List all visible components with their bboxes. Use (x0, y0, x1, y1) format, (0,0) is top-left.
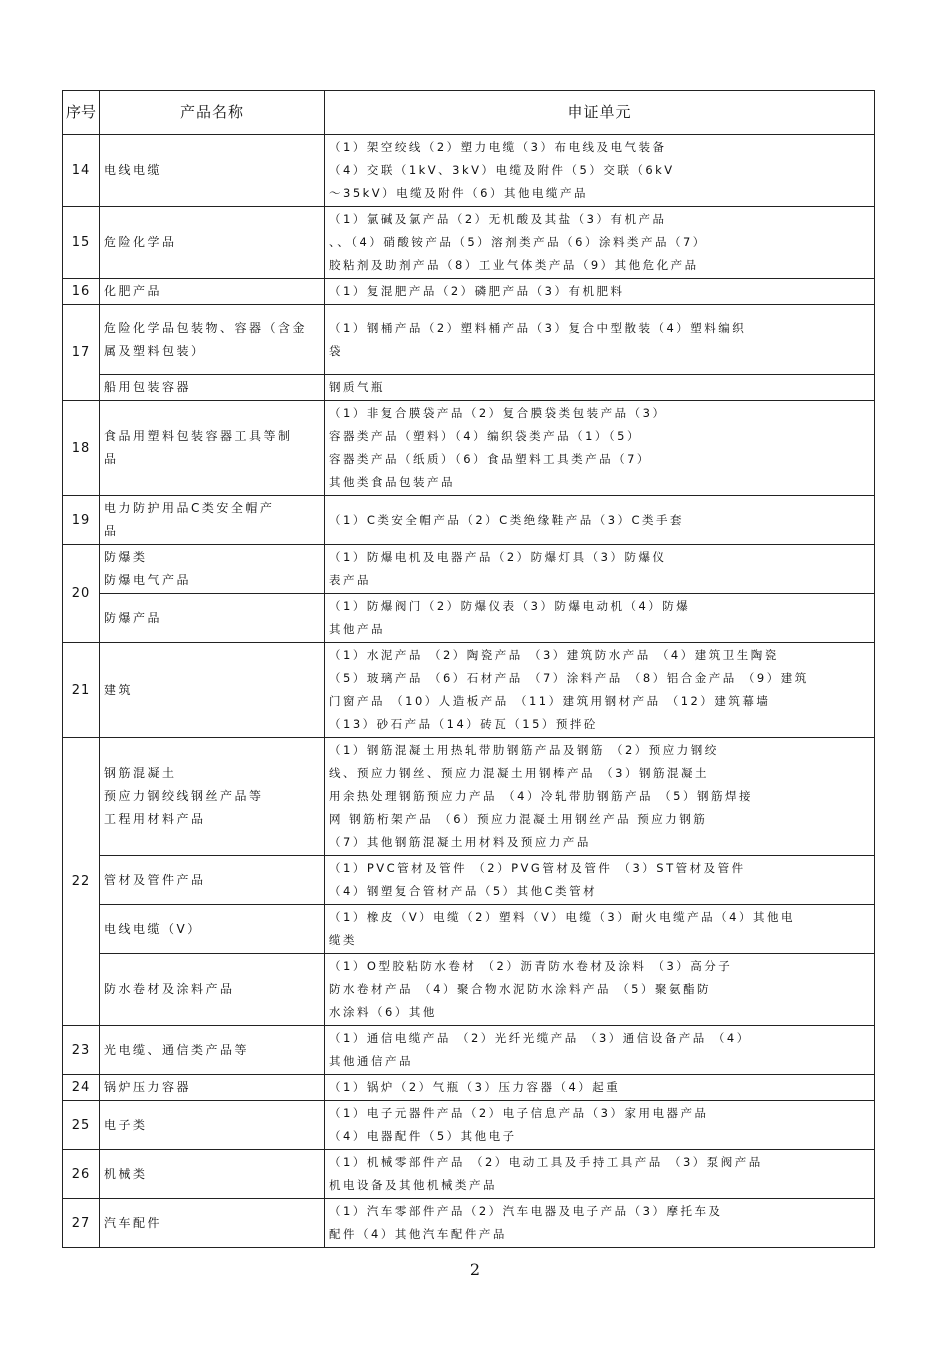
row-number: 15 (63, 207, 100, 279)
row-number: 21 (63, 643, 100, 738)
certification-unit: （1）机械零部件产品 （2）电动工具及手持工具产品 （3）泵阀产品 机电设备及其他机械类产品 (325, 1150, 875, 1199)
row-number: 16 (63, 279, 100, 305)
product-name: 危险化学品包装物、容器（含金属及塑料包装） (100, 305, 325, 375)
table-header-row (63, 91, 875, 135)
product-name: 电线电缆 (100, 135, 325, 207)
product-name: 化肥产品 (100, 279, 325, 305)
certification-unit: （1）水泥产品 （2）陶瓷产品 （3）建筑防水产品 （4）建筑卫生陶瓷 （5）玻璃产品 （6）石材产品 （7）涂料产品 （8）铝合金产品 （9）建筑 门窗产品 （10）人造板产品 （11）建筑用钢材产品 （12）建筑幕墙 （13）砂石产品（14）砖瓦（15）预拌砼 (325, 643, 875, 738)
header-serial-number: 序号 (63, 91, 100, 135)
product-name: 钢筋混凝土 预应力钢绞线钢丝产品等 工程用材料产品 (100, 738, 325, 856)
table-row (63, 207, 875, 279)
product-name: 管材及管件产品 (100, 856, 325, 905)
table-row (63, 643, 875, 738)
table-row (63, 1101, 875, 1150)
row-number: 14 (63, 135, 100, 207)
row-number: 19 (63, 496, 100, 545)
certification-unit: （1）非复合膜袋产品（2）复合膜袋类包装产品（3） 容器类产品（塑料）（4）编织袋类产品（1）（5） 容器类产品（纸质）（6）食品塑料工具类产品（7） 其他类食品包装产品 (325, 401, 875, 496)
page-number: 2 (469, 1260, 481, 1279)
row-number: 24 (63, 1075, 100, 1101)
certification-unit: （1）架空绞线（2）塑力电缆（3）布电线及电气装备 （4）交联（1kV、3kV）电缆及附件（5）交联（6kV ～35kV）电缆及附件（6）其他电缆产品 (325, 135, 875, 207)
certification-unit: （1）防爆阀门（2）防爆仪表（3）防爆电动机（4）防爆 其他产品 (325, 594, 875, 643)
product-name: 汽车配件 (100, 1199, 325, 1248)
table-row (63, 545, 875, 594)
header-product-name: 产品名称 (100, 91, 325, 135)
product-name: 防爆类 防爆电气产品 (100, 545, 325, 594)
row-number: 26 (63, 1150, 100, 1199)
certification-unit: （1）汽车零部件产品（2）汽车电器及电子产品（3）摩托车及 配件（4）其他汽车配件产品 (325, 1199, 875, 1248)
table-row (63, 1026, 875, 1075)
table-row (63, 305, 875, 375)
table-row (63, 905, 875, 954)
table-row (63, 1199, 875, 1248)
row-number: 23 (63, 1026, 100, 1075)
certification-unit: 钢质气瓶 (325, 375, 875, 401)
certification-unit: （1）PVC管材及管件 （2）PVG管材及管件 （3）ST管材及管件 （4）钢塑复合管材产品（5）其他C类管材 (325, 856, 875, 905)
row-number: 20 (63, 545, 100, 643)
product-name: 电线电缆（V） (100, 905, 325, 954)
product-name: 建筑 (100, 643, 325, 738)
product-name: 光电缆、通信类产品等 (100, 1026, 325, 1075)
product-name: 食品用塑料包装容器工具等制 品 (100, 401, 325, 496)
table-row (63, 496, 875, 545)
row-number: 25 (63, 1101, 100, 1150)
table-row (63, 954, 875, 1026)
certification-unit: （1）通信电缆产品 （2）光纤光缆产品 （3）通信设备产品 （4） 其他通信产品 (325, 1026, 875, 1075)
product-name: 防水卷材及涂料产品 (100, 954, 325, 1026)
certification-unit: （1）O型胶粘防水卷材 （2）沥青防水卷材及涂料 （3）高分子 防水卷材产品 （4）聚合物水泥防水涂料产品 （5）聚氨酯防 水涂料（6）其他 (325, 954, 875, 1026)
table-row (63, 594, 875, 643)
certification-unit: （1）C类安全帽产品（2）C类绝缘鞋产品（3）C类手套 (325, 496, 875, 545)
table-row (63, 738, 875, 856)
table-row (63, 401, 875, 496)
table-row (63, 135, 875, 207)
table-row (63, 279, 875, 305)
row-number: 17 (63, 305, 100, 401)
certification-unit: （1）电子元器件产品（2）电子信息产品（3）家用电器产品 （4）电器配件（5）其他电子 (325, 1101, 875, 1150)
certification-table (62, 90, 875, 1248)
certification-unit: （1）橡皮（V）电缆（2）塑料（V）电缆（3）耐火电缆产品（4）其他电 缆类 (325, 905, 875, 954)
certification-unit: （1）氯碱及氯产品（2）无机酸及其盐（3）有机产品 、、（4）硝酸铵产品（5）溶剂类产品（6）涂料类产品（7） 胶粘剂及助剂产品（8）工业气体类产品（9）其他危化产品 (325, 207, 875, 279)
certification-unit: （1）复混肥产品（2）磷肥产品（3）有机肥料 (325, 279, 875, 305)
certification-unit: （1）锅炉（2）气瓶（3）压力容器（4）起重 (325, 1075, 875, 1101)
row-number: 22 (63, 738, 100, 1026)
header-certification-unit: 申证单元 (325, 91, 875, 135)
table-row (63, 1075, 875, 1101)
product-name: 危险化学品 (100, 207, 325, 279)
product-name: 电力防护用品C类安全帽产 品 (100, 496, 325, 545)
row-number: 27 (63, 1199, 100, 1248)
certification-unit: （1）钢筋混凝土用热轧带肋钢筋产品及钢筋 （2）预应力钢绞 线、预应力钢丝、预应力混凝土用钢棒产品 （3）钢筋混凝土 用余热处理钢筋预应力产品 （4）冷轧带肋钢筋产品 （5）钢筋焊接 网 钢筋桁架产品 （6）预应力混凝土用钢丝产品 预应力钢筋 （7）其他钢筋混凝土用材料及预应力产品 (325, 738, 875, 856)
table-row (63, 375, 875, 401)
product-name: 机械类 (100, 1150, 325, 1199)
table-row (63, 1150, 875, 1199)
product-name: 防爆产品 (100, 594, 325, 643)
table-row (63, 856, 875, 905)
product-name: 船用包装容器 (100, 375, 325, 401)
row-number: 18 (63, 401, 100, 496)
product-name: 电子类 (100, 1101, 325, 1150)
product-name: 锅炉压力容器 (100, 1075, 325, 1101)
certification-unit: （1）钢桶产品（2）塑料桶产品（3）复合中型散装（4）塑料编织 袋 (325, 305, 875, 375)
certification-unit: （1）防爆电机及电器产品（2）防爆灯具（3）防爆仪 表产品 (325, 545, 875, 594)
